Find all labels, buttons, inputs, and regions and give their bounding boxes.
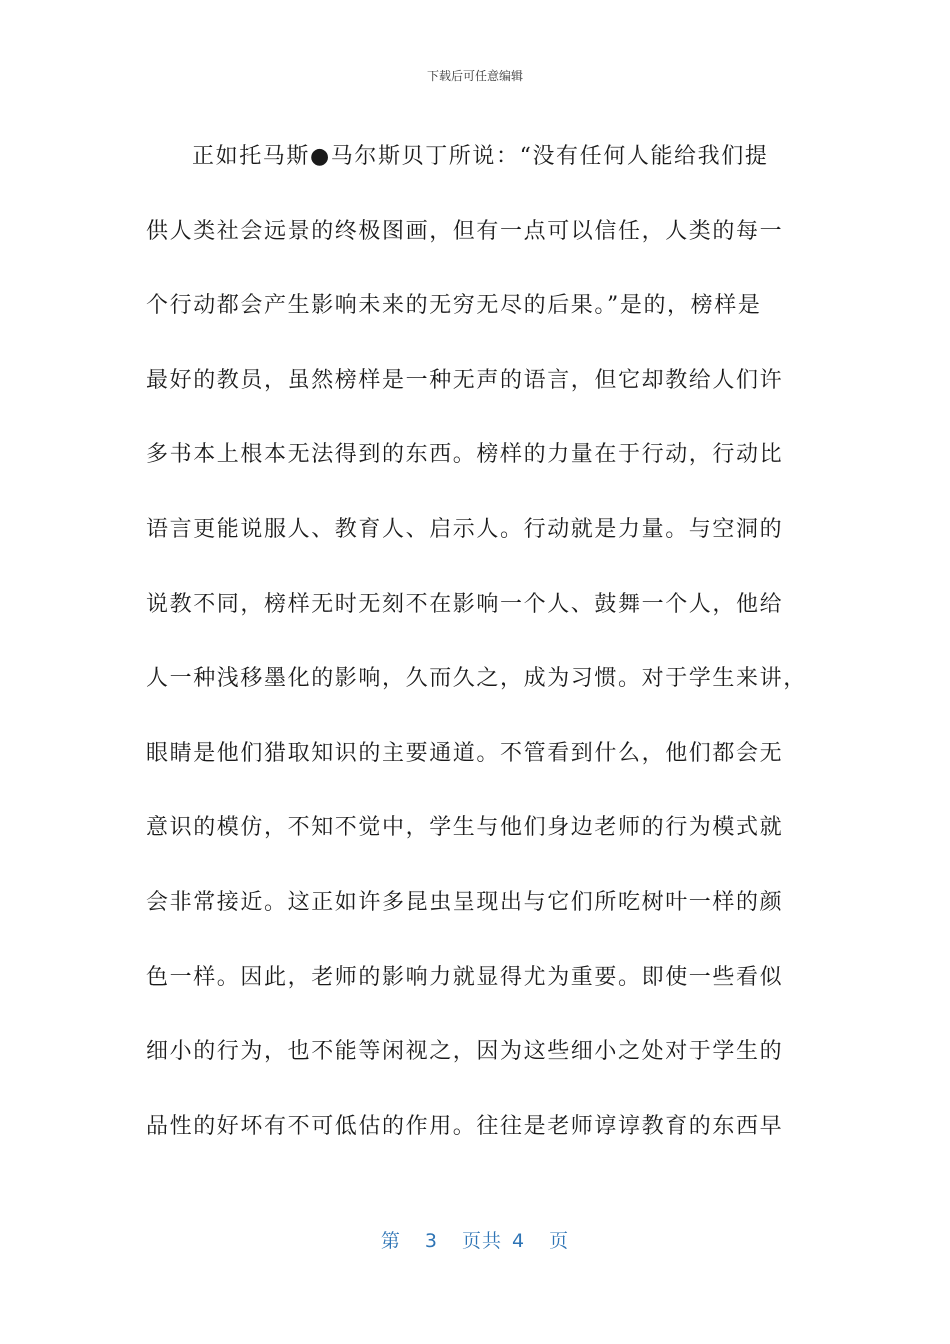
text-line: 色一样。因此，老师的影响力就显得尤为重要。即使一些看似	[146, 964, 784, 990]
text-line: 人一种浅移墨化的影响，久而久之，成为习惯。对于学生来讲，	[146, 666, 807, 692]
text-line: 品性的好坏有不可低估的作用。往往是老师谆谆教育的东西早	[146, 1113, 784, 1139]
current-page-number: 3	[424, 1230, 438, 1252]
page-footer	[0, 1226, 950, 1253]
text-line: 个行动都会产生影响未来的无穷无尽的后果。”是的，榜样是	[146, 293, 762, 319]
total-pages-number: 4	[512, 1230, 526, 1252]
text-line: 说教不同，榜样无时无刻不在影响一个人、鼓舞一个人，他给	[146, 591, 784, 617]
page-mid-label: 页共	[461, 1230, 502, 1252]
text-line: 最好的教员，虽然榜样是一种无声的语言，但它却教给人们许	[146, 367, 784, 393]
page-suffix: 页	[549, 1230, 570, 1252]
text-line: 正如托马斯●马尔斯贝丁所说：“没有任何人能给我们提	[192, 144, 769, 169]
page-prefix: 第	[380, 1230, 401, 1252]
text-line: 细小的行为，也不能等闲视之，因为这些细小之处对于学生的	[146, 1039, 784, 1065]
paragraph	[146, 120, 806, 1164]
header-text: 下载后可任意编辑	[426, 69, 523, 83]
text-line: 多书本上根本无法得到的东西。榜样的力量在于行动，行动比	[146, 442, 784, 468]
page-header	[0, 67, 950, 84]
text-line: 会非常接近。这正如许多昆虫呈现出与它们所吃树叶一样的颜	[146, 889, 784, 915]
text-line: 意识的模仿，不知不觉中，学生与他们身边老师的行为模式就	[146, 815, 784, 841]
text-line: 眼睛是他们猎取知识的主要通道。不管看到什么，他们都会无	[146, 740, 784, 766]
text-line: 语言更能说服人、教育人、启示人。行动就是力量。与空洞的	[146, 516, 784, 542]
text-line: 供人类社会远景的终极图画，但有一点可以信任，人类的每一	[146, 218, 784, 244]
document-body	[146, 120, 806, 1164]
